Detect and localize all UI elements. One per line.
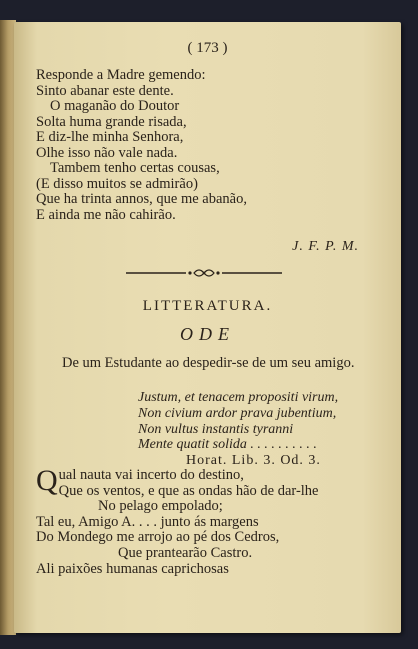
author-signature: J. F. P. M.: [292, 239, 359, 254]
ode-title: ODE: [180, 324, 235, 344]
verse-line: Do Mondego me arrojo ao pé dos Cedros,: [36, 529, 280, 546]
poem-line: E ainda me não cahirão.: [36, 206, 176, 223]
epigraph-line: Mente quatit solida . . . . . . . . . .: [138, 437, 317, 453]
verse-line: Tal eu, Amigo A. . . . junto ás margens: [36, 513, 259, 530]
poem-line: O maganão do Doutor: [50, 98, 180, 114]
poem-stanza: [36, 68, 376, 223]
verse-line: ual nauta vai incerto do destino,: [58, 467, 244, 483]
drop-cap-letter: Q: [36, 464, 58, 497]
poem-line: (E disso muitos se admirão): [36, 175, 198, 192]
ode-verse: [36, 464, 376, 577]
poem-line: Olhe isso não vale nada.: [36, 144, 178, 161]
section-heading: LITTERATURA.: [142, 298, 273, 314]
poem-line: E diz-lhe minha Senhora,: [36, 129, 184, 145]
ornamental-divider-icon: [124, 266, 284, 280]
epigraph-line: Justum, et tenacem propositi virum,: [138, 390, 339, 405]
latin-epigraph: [138, 390, 338, 453]
poem-line: Solta huma grande risada,: [36, 113, 187, 130]
poem-line: Sinto abanar este dente.: [36, 82, 174, 99]
verse-line: Que os ventos, e que as ondas hão de dar-lhe: [58, 482, 319, 499]
poem-line: Que ha trinta annos, que me abanão,: [36, 191, 247, 207]
dedication-text: De um Estudante ao despedir-se de um seu amigo.: [62, 355, 355, 371]
poem-line: Responde a Madre gemendo:: [36, 67, 206, 83]
book-page: [14, 22, 401, 633]
page-number: ( 173 ): [187, 40, 228, 56]
epigraph-attribution: Horat. Lib. 3. Od. 3.: [186, 453, 321, 468]
epigraph-line: Non vultus instantis tyranni: [138, 421, 294, 437]
epigraph-line: Non civium ardor prava jubentium,: [138, 405, 337, 421]
verse-line: No pelago empolado;: [98, 498, 223, 515]
verse-line: Ali paixões humanas caprichosas: [36, 560, 229, 577]
verse-line: Que prantearão Castro.: [118, 544, 253, 561]
poem-line: Tambem tenho certas cousas,: [50, 160, 220, 176]
